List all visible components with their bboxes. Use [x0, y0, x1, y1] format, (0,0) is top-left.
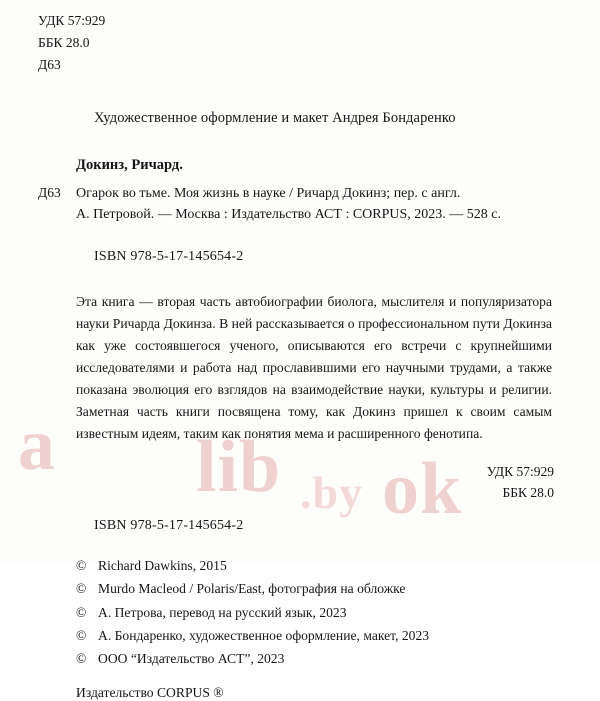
credit-row: [76, 647, 560, 670]
description-line-2: А. Петровой. — Москва : Издательство АСТ : CORPUS, 2023. — 528 с.: [76, 206, 502, 222]
description-shelf-code: Д63: [38, 184, 61, 200]
watermark-text-part1: a: [18, 404, 56, 486]
udk-bbk-right-block: [38, 461, 560, 504]
copyright-credits: [76, 554, 560, 671]
credit-text: А. Бондаренко, художественное оформление, макет, 2023: [98, 628, 430, 643]
watermark-text-part2: lib: [196, 426, 282, 508]
credit-row: [76, 601, 560, 624]
description-body: [76, 183, 560, 225]
credit-text: Richard Dawkins, 2015: [98, 557, 227, 573]
bbk-code-right: ББК 28.0: [502, 485, 554, 501]
annotation-text: Эта книга — вторая часть автобиографии биолога, мыслителя и популяризатора науки Ричарда Докинза. В ней рассказывается о профессиональном пути Докинза как уже состоявшегося ученого, описываются его встречи с крупнейшими исследователями и работа над прославившими его научными трудами, а также показана эволюция его взглядов на взаимодействие науки, культуры и религии. Заметная часть книги посвящена тому, как Докинз пришел к своим самым известным идеям, таким как понятия мема и расширенного фенотипа.: [76, 293, 552, 441]
credit-row: [76, 577, 560, 600]
bbk-code: ББК 28.0: [38, 34, 90, 50]
description-line-1: Огарок во тьме. Моя жизнь в науке / Ричард Докинз; пер. с англ.: [76, 185, 461, 201]
credit-row: [76, 624, 560, 647]
udk-code-right: УДК 57:929: [486, 463, 554, 479]
shelf-code: Д63: [38, 56, 61, 72]
watermark-text-part3: ok: [382, 448, 463, 530]
copyright-icon: ©: [76, 604, 87, 620]
publisher-line: Издательство CORPUS ®: [76, 684, 224, 700]
copyright-icon: ©: [76, 651, 87, 667]
author-heading: Докинз, Ричард.: [76, 156, 183, 173]
credit-text: ООО “Издательство АСТ”, 2023: [98, 651, 285, 667]
copyright-icon: ©: [76, 581, 87, 597]
credit-text: Murdo Macleod / Polaris/East, фотография на обложке: [98, 581, 406, 597]
isbn-second: ISBN 978-5-17-145654-2: [94, 517, 244, 533]
udk-code: УДК 57:929: [38, 13, 106, 28]
credit-row: [76, 554, 560, 577]
bibliographic-description: [38, 183, 560, 225]
isbn-first: ISBN 978-5-17-145654-2: [94, 248, 244, 264]
udk-bbk-block: [38, 10, 560, 76]
watermark-text-part4: .by: [300, 467, 364, 518]
designer-credit: Художественное оформление и макет Андрея Бондаренко: [94, 109, 456, 126]
copyright-icon: ©: [76, 628, 87, 643]
credit-text: А. Петрова, перевод на русский язык, 2023: [98, 604, 347, 620]
copyright-icon: ©: [76, 557, 87, 573]
